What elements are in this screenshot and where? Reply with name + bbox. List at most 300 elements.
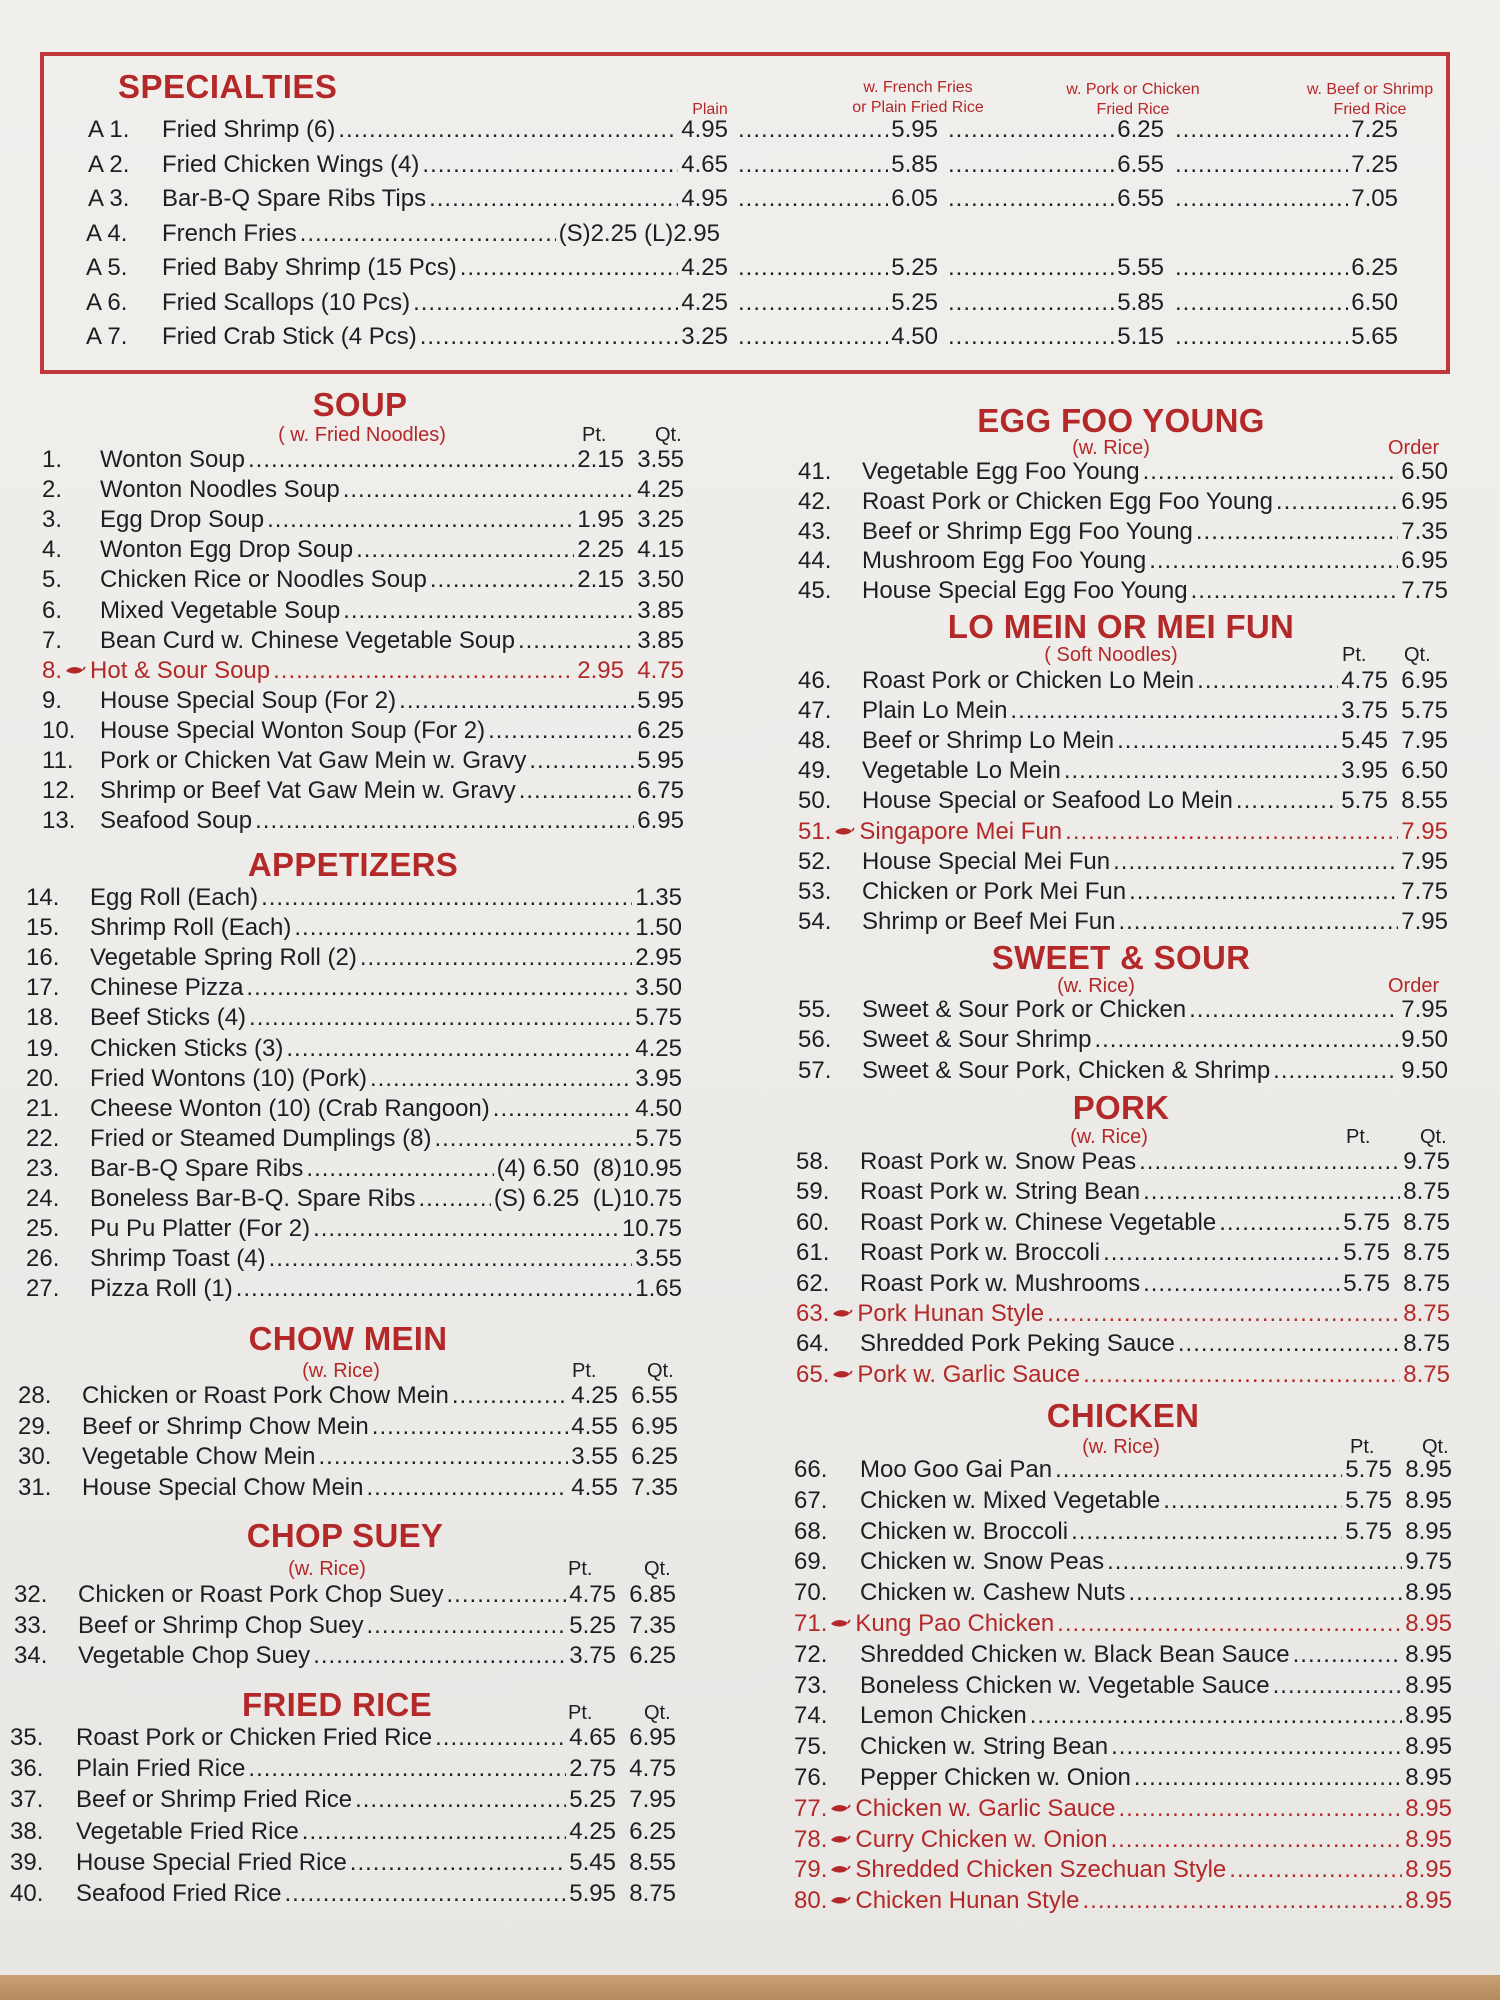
item-number: 74. (794, 1702, 828, 1730)
column-header: Order (1388, 975, 1440, 997)
leader-dots (360, 944, 632, 970)
item-name: Chicken Rice or Noodles Soup (100, 566, 427, 594)
item-name: Shrimp Roll (Each) (90, 914, 292, 942)
column-header: Order (1388, 437, 1440, 459)
column-header: Qt. (1422, 1436, 1449, 1458)
item-name: Roast Pork w. String Bean (860, 1178, 1141, 1206)
item-name: Beef or Shrimp Lo Mein (862, 727, 1115, 755)
item-name: Bean Curd w. Chinese Vegetable Soup (100, 626, 515, 654)
item-number: 76. (794, 1764, 828, 1791)
item-name: Vegetable Chop Suey (78, 1642, 311, 1669)
item-number: 51. (798, 817, 832, 845)
item-price: 4.25 (635, 1034, 682, 1062)
item-number: 72. (794, 1640, 828, 1668)
specialty-row (0, 185, 1500, 218)
menu-item (796, 1148, 1450, 1178)
leader-dots (1110, 1826, 1402, 1852)
item-name: House Special or Seafood Lo Mein (862, 787, 1233, 815)
menu-item (798, 518, 1448, 548)
item-price: 5.75 (635, 1004, 682, 1032)
item-number: 80. (794, 1887, 828, 1915)
item-price: 3.85 (637, 626, 684, 654)
item-number: 24. (26, 1185, 60, 1212)
item-name: Chicken or Pork Mei Fun (862, 877, 1127, 905)
item-number: 79. (794, 1856, 828, 1884)
item-number: 17. (26, 974, 60, 1002)
menu-item (42, 506, 684, 536)
item-name: Fried Shrimp (6) (162, 116, 336, 143)
item-price: 2.25 4.15 (577, 536, 684, 564)
specialties-column-header: w. French Fries or Plain Fried Rice (852, 79, 984, 116)
item-name: Roast Pork or Chicken Fried Rice (76, 1724, 433, 1751)
leader-dots (1057, 1610, 1402, 1636)
leader-dots (306, 1155, 493, 1181)
item-name: Roast Pork w. Mushrooms (860, 1269, 1141, 1297)
item-name: Shrimp or Beef Vat Gaw Mein w. Gravy (100, 777, 516, 805)
item-price: 4.95 (681, 185, 728, 212)
item-code: A 6. (86, 288, 128, 316)
leader-dots (434, 1125, 632, 1151)
section-subtitle: ( w. Fried Noodles) (278, 424, 446, 446)
item-number: 43. (798, 517, 832, 545)
item-price: 9.50 (1401, 1026, 1448, 1054)
item-price: 8.95 (1405, 1794, 1452, 1822)
specialty-row (0, 220, 1500, 253)
item-name: Vegetable Lo Mein (862, 757, 1061, 785)
menu-item (796, 1239, 1450, 1269)
item-number: 7. (42, 626, 63, 654)
item-number: 70. (794, 1579, 828, 1607)
item-number: 50. (798, 787, 832, 815)
column-header: Pt. (568, 1558, 593, 1580)
menu-item (10, 1755, 676, 1785)
item-name: Fried Wontons (10) (Pork) (90, 1064, 367, 1092)
item-price: 8.95 (1405, 1610, 1452, 1637)
leader-dots (284, 1880, 566, 1906)
item-price: 5.75 8.95 (1345, 1517, 1452, 1545)
leader-dots (1163, 1487, 1342, 1513)
leader-dots (1139, 1148, 1400, 1174)
leader-dots (422, 151, 678, 177)
item-number: 42. (798, 487, 832, 515)
menu-item (794, 1826, 1452, 1856)
item-price: 8.95 (1405, 1702, 1452, 1730)
leader-dots (343, 476, 635, 502)
item-price: 4.25 6.55 (571, 1382, 678, 1409)
leader-dots (1175, 289, 1348, 315)
item-price: 6.25 (1351, 254, 1398, 281)
menu-item (14, 1612, 676, 1642)
chili-pepper-icon (829, 1803, 851, 1813)
menu-item (796, 1300, 1450, 1330)
item-name: Hot & Sour Soup (90, 656, 271, 684)
item-name: Vegetable Chow Mein (82, 1443, 316, 1470)
leader-dots (338, 116, 678, 142)
item-code: A 3. (88, 185, 130, 212)
item-price: 5.95 (637, 686, 684, 714)
menu-item (796, 1361, 1450, 1391)
item-number: 77. (794, 1794, 828, 1822)
leader-dots (738, 323, 888, 349)
item-name: Vegetable Spring Roll (2) (90, 944, 357, 972)
menu-item (794, 1702, 1452, 1732)
column-header: Pt. (572, 1360, 597, 1382)
column-header: Qt. (655, 424, 682, 446)
menu-item (10, 1849, 676, 1879)
item-name: Sweet & Sour Pork or Chicken (862, 996, 1187, 1023)
leader-dots (249, 1004, 632, 1030)
item-code: A 4. (86, 219, 128, 247)
item-number: 64. (796, 1330, 830, 1358)
leader-dots (1047, 1300, 1400, 1326)
item-price: 5.45 7.95 (1341, 727, 1448, 755)
menu-item (798, 697, 1448, 727)
leader-dots (269, 1245, 633, 1271)
menu-item (14, 1581, 676, 1611)
item-price: 8.95 (1405, 1764, 1452, 1791)
item-price: 8.95 (1405, 1887, 1452, 1915)
menu-item (10, 1818, 676, 1848)
item-name: Pu Pu Platter (For 2) (90, 1215, 311, 1243)
menu-item (794, 1764, 1452, 1794)
menu-item (794, 1487, 1452, 1517)
item-name: Beef or Shrimp Chow Mein (82, 1412, 369, 1440)
leader-dots (1293, 1641, 1403, 1667)
item-price: 3.95 (635, 1064, 682, 1092)
menu-item (42, 807, 684, 837)
leader-dots (1107, 1548, 1402, 1574)
item-number: 8. (42, 656, 63, 684)
leader-dots (1030, 1702, 1403, 1728)
item-price: 5.25 (891, 288, 938, 316)
item-name: Boneless Chicken w. Vegetable Sauce (860, 1671, 1270, 1699)
item-number: 49. (798, 757, 832, 785)
item-price: 5.45 8.55 (569, 1848, 676, 1876)
leader-dots (1103, 1239, 1340, 1265)
item-name: Chicken or Roast Pork Chop Suey (78, 1581, 444, 1608)
item-name: Pizza Roll (1) (90, 1275, 233, 1303)
item-name: Curry Chicken w. Onion (855, 1825, 1108, 1853)
chili-pepper-icon (829, 1834, 851, 1844)
menu-item (794, 1579, 1452, 1609)
item-price: (S)2.25 (L)2.95 (558, 219, 720, 247)
menu-item (42, 476, 684, 506)
item-price: 4.25 (681, 288, 728, 316)
item-number: 63. (796, 1300, 830, 1327)
leader-dots (435, 1724, 566, 1750)
section-title-appetizers: APPETIZERS (247, 846, 459, 883)
menu-item (798, 908, 1448, 938)
item-name: Chicken w. Snow Peas (860, 1548, 1105, 1576)
leader-dots (273, 657, 574, 683)
item-price: 6.95 (1401, 547, 1448, 575)
item-number: 16. (26, 944, 60, 972)
leader-dots (302, 1818, 566, 1844)
item-name: House Special Chow Mein (82, 1473, 364, 1501)
item-name: Chinese Pizza (90, 974, 244, 1002)
menu-item (798, 818, 1448, 848)
item-price: 8.75 (1403, 1330, 1450, 1358)
item-number: 39. (10, 1848, 44, 1876)
leader-dots (1111, 1733, 1402, 1759)
leader-dots (318, 1443, 568, 1469)
menu-item (794, 1456, 1452, 1486)
leader-dots (294, 914, 632, 940)
item-number: 37. (10, 1786, 44, 1814)
item-price: (S) 6.25 (L)10.75 (493, 1185, 682, 1212)
item-number: 38. (10, 1817, 44, 1845)
menu-item (798, 996, 1448, 1026)
leader-dots (1143, 1178, 1400, 1204)
item-price: 3.75 6.25 (569, 1642, 676, 1669)
specialty-row (0, 289, 1500, 322)
item-price: 5.65 (1351, 323, 1398, 350)
leader-dots (1064, 757, 1338, 783)
item-name: Singapore Mei Fun (859, 817, 1063, 845)
column-header: Pt. (1350, 1436, 1375, 1458)
item-number: 32. (14, 1581, 48, 1608)
leader-dots (370, 1065, 632, 1091)
item-number: 34. (14, 1642, 48, 1669)
item-name: Fried Scallops (10 Pcs) (162, 288, 411, 316)
item-number: 55. (798, 996, 832, 1023)
leader-dots (1128, 1579, 1402, 1605)
leader-dots (313, 1215, 619, 1241)
item-price: 8.95 (1405, 1671, 1452, 1699)
item-number: 48. (798, 727, 832, 755)
leader-dots (1071, 1518, 1342, 1544)
section-subtitle: (w. Rice) (1070, 1126, 1148, 1148)
item-price: 7.25 (1351, 150, 1398, 178)
leader-dots (1129, 878, 1398, 904)
item-price: 8.75 (1403, 1300, 1450, 1327)
menu-item (26, 944, 682, 974)
menu-item (42, 566, 684, 596)
item-price: 7.95 (1401, 907, 1448, 935)
menu-item (798, 547, 1448, 577)
item-price: 8.75 (1403, 1178, 1450, 1206)
item-name: Wonton Egg Drop Soup (100, 536, 354, 564)
item-number: 68. (794, 1517, 828, 1545)
item-name: Plain Lo Mein (862, 697, 1008, 725)
leader-dots (948, 151, 1114, 177)
item-number: 1. (42, 446, 63, 473)
menu-item (42, 747, 684, 777)
menu-item (26, 884, 682, 914)
leader-dots (255, 807, 634, 833)
menu-item (794, 1610, 1452, 1640)
leader-dots (1117, 727, 1338, 753)
menu-item (794, 1887, 1452, 1917)
leader-dots (1094, 1026, 1398, 1052)
item-name: Beef Sticks (4) (90, 1004, 247, 1032)
menu-item (798, 727, 1448, 757)
item-price: 1.65 (635, 1275, 682, 1303)
menu-item (794, 1518, 1452, 1548)
section-title-chicken: CHICKEN (1046, 1397, 1200, 1434)
leader-dots (267, 506, 574, 532)
leader-dots (1175, 151, 1348, 177)
item-price: 7.75 (1401, 877, 1448, 905)
item-number: 26. (26, 1245, 60, 1273)
item-name: Fried Baby Shrimp (15 Pcs) (162, 254, 457, 281)
menu-item (26, 1125, 682, 1155)
menu-item (42, 687, 684, 717)
item-name: Bar-B-Q Spare Ribs (90, 1154, 304, 1182)
item-price: 5.95 8.75 (569, 1880, 676, 1907)
section-subtitle: (w. Rice) (288, 1558, 366, 1580)
section-subtitle: (w. Rice) (302, 1360, 380, 1382)
item-price: 5.75 8.75 (1343, 1208, 1450, 1236)
item-code: A 7. (86, 323, 128, 350)
item-name: House Special Egg Foo Young (862, 577, 1188, 605)
menu-item (798, 667, 1448, 697)
item-number: 9. (42, 686, 63, 714)
leader-dots (948, 116, 1114, 142)
chili-pepper-icon (831, 1308, 853, 1318)
item-number: 18. (26, 1004, 60, 1032)
column-header: Qt. (1420, 1126, 1447, 1148)
section-title-fried_rice: FRIED RICE (241, 1686, 432, 1723)
leader-dots (372, 1413, 568, 1439)
item-number: 13. (42, 807, 76, 835)
menu-item (42, 717, 684, 747)
leader-dots (1055, 1456, 1342, 1482)
item-price: 5.25 7.95 (569, 1786, 676, 1814)
menu-item (794, 1672, 1452, 1702)
section-subtitle: ( Soft Noodles) (1044, 644, 1178, 666)
item-number: 66. (794, 1456, 828, 1483)
item-number: 47. (798, 697, 832, 725)
leader-dots (738, 116, 888, 142)
item-number: 57. (798, 1056, 832, 1084)
item-price: 4.65 6.95 (569, 1724, 676, 1751)
item-number: 78. (794, 1825, 828, 1853)
menu-item (42, 446, 684, 476)
item-name: Chicken w. Broccoli (860, 1517, 1069, 1545)
item-number: 36. (10, 1755, 44, 1783)
leader-dots (355, 1786, 566, 1812)
specialties-column-header: w. Pork or Chicken Fried Rice (1066, 81, 1200, 118)
section-title-chop_suey: CHOP SUEY (246, 1517, 444, 1554)
item-name: Egg Roll (Each) (90, 884, 259, 911)
leader-dots (1178, 1330, 1400, 1356)
item-price: 1.35 (635, 884, 682, 911)
item-price: 5.85 (891, 150, 938, 178)
item-number: 45. (798, 577, 832, 605)
item-number: 23. (26, 1154, 60, 1182)
item-price: 4.75 6.85 (569, 1581, 676, 1608)
menu-item (10, 1786, 676, 1816)
item-name: Chicken w. Mixed Vegetable (860, 1486, 1161, 1514)
menu-item (42, 597, 684, 627)
item-number: 30. (18, 1443, 52, 1470)
leader-dots (1197, 667, 1338, 693)
leader-dots (518, 627, 634, 653)
column-header: Pt. (568, 1702, 593, 1724)
leader-dots (1229, 1856, 1402, 1882)
item-price: 3.85 (637, 596, 684, 624)
leader-dots (1065, 818, 1398, 844)
item-price: 7.95 (1401, 996, 1448, 1023)
item-price: 6.50 (1401, 458, 1448, 485)
item-number: 61. (796, 1239, 830, 1267)
item-number: 54. (798, 907, 832, 935)
item-code: A 1. (88, 116, 130, 143)
menu-item (26, 914, 682, 944)
item-name: Pork Hunan Style (857, 1300, 1045, 1327)
item-price: 5.25 7.35 (569, 1611, 676, 1639)
item-code: A 5. (86, 254, 128, 281)
item-price: 7.35 (1401, 517, 1448, 545)
leader-dots (1175, 254, 1348, 280)
item-name: Fried or Steamed Dumplings (8) (90, 1124, 432, 1152)
leader-dots (246, 974, 632, 1000)
specialty-row (0, 151, 1500, 184)
item-name: Roast Pork w. Chinese Vegetable (860, 1208, 1217, 1236)
item-price: 3.55 (635, 1245, 682, 1273)
leader-dots (343, 597, 634, 623)
item-price: 8.75 (1403, 1360, 1450, 1388)
menu-item (798, 458, 1448, 488)
section-subtitle: (w. Rice) (1057, 975, 1135, 997)
item-number: 10. (42, 716, 76, 744)
specialties-column-header: w. Beef or Shrimp Fried Rice (1306, 81, 1434, 118)
item-number: 35. (10, 1724, 44, 1751)
leader-dots (366, 1612, 566, 1638)
item-price: 5.25 (891, 254, 938, 281)
column-header: Qt. (1404, 644, 1431, 666)
item-number: 14. (26, 884, 60, 911)
leader-dots (488, 717, 634, 743)
menu-item (798, 878, 1448, 908)
item-name: House Special Mei Fun (862, 847, 1111, 875)
item-name: Bar-B-Q Spare Ribs Tips (162, 185, 427, 212)
menu-item (794, 1733, 1452, 1763)
item-number: 2. (42, 476, 63, 504)
item-number: 59. (796, 1178, 830, 1206)
menu-item (26, 1155, 682, 1185)
column-header: Qt. (644, 1558, 671, 1580)
column-header: Pt. (1342, 644, 1367, 666)
item-price: 6.75 (637, 777, 684, 805)
menu-item (26, 1245, 682, 1275)
item-price: 6.05 (891, 185, 938, 212)
leader-dots (1149, 547, 1398, 573)
menu-item (26, 1185, 682, 1215)
item-name: Chicken w. String Bean (860, 1733, 1109, 1761)
leader-dots (738, 185, 888, 211)
leader-dots (350, 1849, 566, 1875)
item-price: 5.55 (1117, 254, 1164, 281)
item-name: Lemon Chicken (860, 1702, 1027, 1730)
item-price: 4.55 6.95 (571, 1412, 678, 1440)
menu-item (18, 1443, 678, 1473)
leader-dots (948, 323, 1114, 349)
item-price: 3.50 (635, 974, 682, 1002)
menu-item (42, 627, 684, 657)
menu-item (794, 1795, 1452, 1825)
item-price: 3.55 6.25 (571, 1443, 678, 1470)
menu-item (42, 536, 684, 566)
item-number: 46. (798, 667, 832, 694)
item-price: 8.95 (1405, 1640, 1452, 1668)
item-number: 65. (796, 1360, 830, 1388)
leader-dots (1113, 848, 1398, 874)
specialty-row (0, 116, 1500, 149)
specialty-row (0, 254, 1500, 287)
item-name: House Special Wonton Soup (For 2) (100, 716, 486, 744)
